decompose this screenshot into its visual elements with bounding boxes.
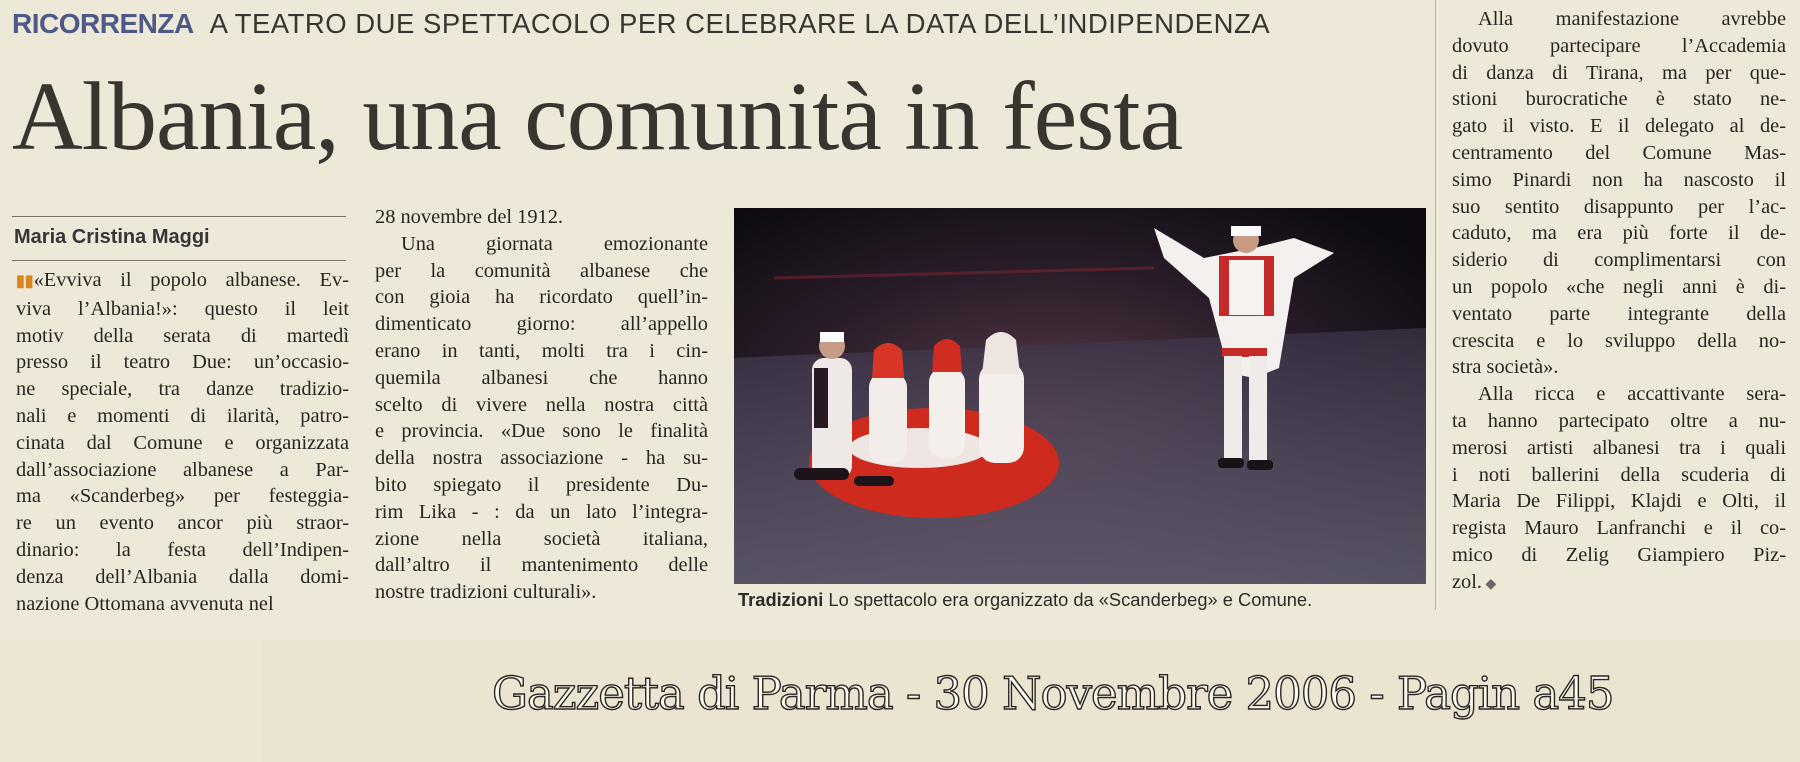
article-line: scelto di vivere nella nostra città: [375, 393, 708, 416]
byline: Maria Cristina Maggi: [14, 226, 210, 248]
stage-dancers-photo: [734, 208, 1426, 584]
headline: Albania, una comunità in festa: [12, 63, 1183, 171]
article-line: della nostra associazione - ha su-: [375, 447, 708, 470]
article-line: ta hanno partecipato oltre a nu-: [1452, 409, 1786, 432]
kicker-subtitle: A TEATRO DUE SPETTACOLO PER CELEBRARE LA DATA DELL’INDIPENDENZA: [209, 8, 1271, 39]
article-line: dall’associazione albanese a Par-: [16, 458, 349, 481]
article-line: motiv della serata di martedì: [16, 324, 349, 347]
article-line: per la comunità albanese che: [375, 259, 708, 282]
article-line: ▮▮«Evviva il popolo albanese. Ev-: [16, 269, 349, 291]
article-line: zol. ◆: [1452, 570, 1497, 593]
article-line: siderio di complimentarsi con: [1452, 249, 1786, 272]
column-2: [375, 204, 708, 606]
article-line: un popolo «che negli anni è di-: [1452, 275, 1786, 298]
article-line: i noti ballerini della scuderia di: [1452, 463, 1786, 486]
article-line: merosi artisti albanesi tra i quali: [1452, 436, 1786, 459]
article-line: Maria De Filippi, Klajdi e Olti, il: [1452, 490, 1786, 513]
article-line: Alla manifestazione avrebbe: [1478, 8, 1786, 30]
article-line: dimenticato giorno: all’appello: [375, 313, 708, 336]
article-line: e provincia. «Due sono le finalità: [375, 420, 708, 443]
article-line: regista Mauro Lanfranchi e il co-: [1452, 517, 1786, 540]
article-line: denza dell’Albania dalla domi-: [16, 565, 349, 588]
article-line: Una giornata emozionante: [401, 232, 708, 255]
article-line: centramento del Comune Mas-: [1452, 141, 1786, 164]
article-line: ne speciale, tra danze tradizio-: [16, 378, 349, 401]
article-line: mico di Zelig Giampiero Piz-: [1452, 543, 1786, 566]
article-line: quemila albanesi che hanno: [375, 366, 708, 389]
caption-text: Lo spettacolo era organizzato da «Scanderbeg» e Comune.: [823, 589, 1313, 610]
byline-rule-bottom: [12, 260, 346, 261]
kicker: [12, 2, 1270, 46]
article-line: rim Lika - : da un lato l’integra-: [375, 500, 708, 523]
article-line: 28 novembre del 1912.: [375, 206, 564, 228]
kicker-tag: RICORRENZA: [12, 8, 194, 39]
article-line: ma «Scanderbeg» per festeggia-: [16, 485, 349, 508]
photo-caption: [738, 589, 1438, 611]
article-line: gato il visto. E il delegato al de-: [1452, 115, 1786, 138]
article-line: crescita e lo sviluppo della no-: [1452, 329, 1786, 352]
end-mark-icon: ◆: [1482, 576, 1497, 592]
article-line: presso il teatro Due: un’occasio-: [16, 351, 349, 374]
article-line: dovuto partecipare l’Accademia: [1452, 34, 1786, 57]
article-line: dinario: la festa dell’Indipen-: [16, 538, 349, 561]
caption-label: Tradizioni: [738, 589, 824, 610]
source-caption: Gazzetta di Parma - 30 Novembre 2006 - Pagin a45: [492, 667, 1614, 720]
paragraph-mark-icon: ▮▮: [16, 273, 34, 290]
article-line: bito spiegato il presidente Du-: [375, 473, 708, 496]
article-line: nostre tradizioni culturali».: [375, 581, 597, 604]
article-line: stioni burocratiche è stato ne-: [1452, 88, 1786, 111]
article-line: nali e momenti di ilarità, patro-: [16, 404, 349, 427]
article-line: ventato parte integrante della: [1452, 302, 1786, 325]
column-1: [16, 267, 349, 617]
article-line: viva l’Albania!»: questo il leit: [16, 297, 349, 320]
article-line: erano in tanti, molti tra i cin-: [375, 339, 708, 362]
photo-svg: [734, 208, 1426, 584]
article-line: dall’altro il mantenimento delle: [375, 554, 708, 577]
article-line: stra società».: [1452, 356, 1559, 379]
byline-rule: [12, 216, 346, 217]
article-line: cinata dal Comune e organizzata: [16, 431, 349, 454]
article-line: nazione Ottomana avvenuta nel: [16, 592, 274, 615]
article-line: con gioia ha ricordato quell’in-: [375, 286, 708, 309]
article-line: simo Pinardi non ha nascosto il: [1452, 168, 1786, 191]
article-line: Alla ricca e accattivante sera-: [1478, 383, 1786, 406]
article-line: di danza di Tirana, ma per que-: [1452, 61, 1786, 84]
article-line: zione nella società italiana,: [375, 527, 708, 550]
article-line: re un evento ancor più straor-: [16, 512, 349, 535]
article-line: suo sentito disappunto per l’ac-: [1452, 195, 1786, 218]
column-divider: [1435, 0, 1436, 610]
article-line: caduto, ma era più forte il de-: [1452, 222, 1786, 245]
column-3: [1452, 6, 1786, 599]
